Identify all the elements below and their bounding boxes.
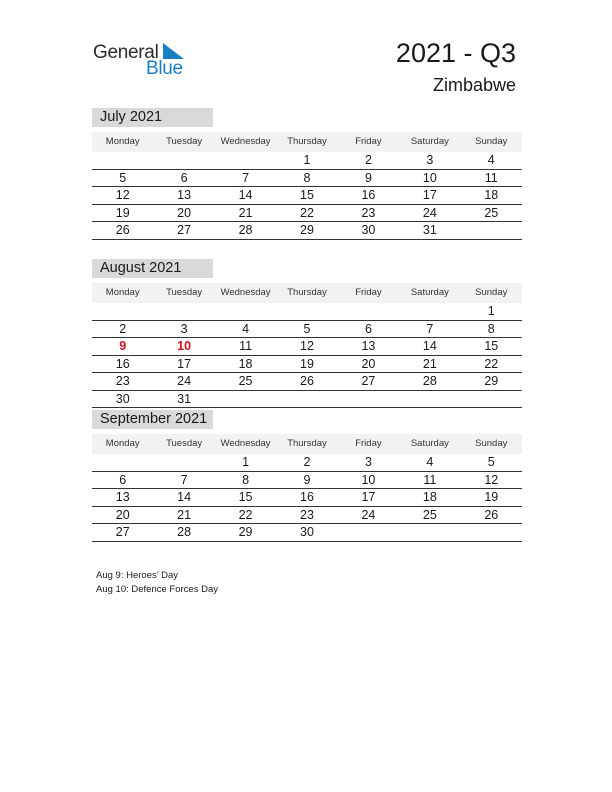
day-cell (461, 391, 522, 408)
day-cell: 5 (119, 170, 127, 185)
page-title: 2021 - Q3 (395, 38, 516, 68)
day-cell: 31 (177, 391, 192, 406)
day-cell (399, 391, 460, 408)
day-cell: 13 (115, 490, 130, 504)
day-cell: 30 (300, 525, 314, 539)
day-cell: 2 (364, 153, 372, 167)
day-cell: 15 (484, 339, 499, 353)
day-cell: 22 (238, 507, 253, 522)
day-cell: 21 (238, 205, 253, 220)
day-cell: 15 (238, 490, 253, 504)
day-cell: 21 (422, 356, 437, 371)
day-cell: 11 (239, 339, 253, 353)
week-row (92, 524, 522, 542)
day-cell: 23 (361, 205, 376, 220)
weekday-header: Friday (338, 132, 399, 152)
day-cell (92, 454, 153, 471)
day-cell: 25 (484, 205, 499, 220)
day-cell: 5 (303, 321, 311, 336)
day-cell: 2 (119, 321, 127, 336)
day-cell: 29 (238, 525, 253, 539)
weekday-header: Wednesday (215, 132, 276, 152)
holiday-note: Aug 9: Heroes’ Day (96, 570, 179, 581)
day-cell: 24 (361, 507, 376, 522)
month-july (92, 108, 522, 240)
weekday-header: Friday (338, 434, 399, 454)
day-cell: 24 (422, 205, 437, 220)
week-row (92, 222, 522, 240)
day-cell: 29 (300, 223, 314, 237)
day-cell: 22 (484, 356, 499, 371)
day-cell: 20 (361, 356, 376, 371)
day-cell: 27 (115, 525, 130, 539)
day-cell (215, 152, 276, 169)
day-cell (338, 524, 399, 541)
day-cell: 7 (426, 321, 434, 336)
holiday-day-cell: 10 (177, 339, 192, 353)
day-cell: 20 (115, 507, 130, 522)
day-cell: 12 (115, 188, 130, 202)
day-cell: 19 (300, 356, 314, 371)
day-cell: 29 (484, 374, 499, 388)
weekday-header: Thursday (276, 132, 337, 152)
weekday-header: Thursday (276, 434, 337, 454)
day-cell: 20 (177, 205, 192, 220)
day-cell (153, 454, 214, 471)
month-label: July 2021 (92, 108, 213, 127)
weekday-header: Tuesday (153, 132, 214, 152)
month-label: August 2021 (92, 259, 213, 278)
day-cell: 26 (300, 374, 314, 388)
holiday-note: Aug 10: Defence Forces Day (96, 583, 218, 595)
weekday-header: Monday (92, 283, 153, 303)
day-cell: 25 (422, 507, 437, 522)
day-cell: 26 (115, 223, 130, 237)
day-cell: 14 (238, 188, 253, 202)
day-cell: 23 (300, 507, 314, 522)
day-cell: 25 (238, 374, 253, 388)
day-cell (215, 391, 276, 408)
day-cell: 6 (364, 321, 372, 336)
day-cell (399, 303, 460, 320)
week-row (92, 152, 522, 170)
day-cell: 6 (119, 472, 127, 487)
day-cell: 17 (422, 188, 437, 202)
week-row (92, 338, 522, 356)
day-cell: 24 (177, 374, 192, 388)
day-cell: 23 (115, 374, 130, 388)
day-cell: 9 (364, 170, 372, 185)
day-cell: 21 (177, 507, 192, 522)
week-row (92, 170, 522, 188)
day-cell: 11 (484, 170, 498, 185)
day-cell: 4 (242, 321, 250, 336)
day-cell: 15 (300, 188, 314, 202)
day-cell: 13 (177, 188, 192, 202)
day-cell: 19 (115, 205, 130, 220)
weekday-header: Thursday (276, 283, 337, 303)
day-cell: 12 (484, 472, 499, 487)
day-cell: 10 (422, 170, 437, 185)
weekday-header: Sunday (461, 132, 522, 152)
month-label: September 2021 (92, 410, 213, 429)
day-cell: 7 (180, 472, 188, 487)
holiday-day-cell: 9 (119, 339, 127, 353)
weekday-header: Wednesday (215, 434, 276, 454)
day-cell: 26 (484, 507, 499, 522)
day-cell: 1 (242, 455, 250, 469)
day-cell: 17 (361, 490, 376, 504)
week-row (92, 205, 522, 223)
day-cell: 8 (242, 472, 250, 487)
day-cell: 17 (177, 356, 192, 371)
day-cell: 14 (177, 490, 192, 504)
weekday-header: Saturday (399, 283, 460, 303)
weekday-header: Saturday (399, 132, 460, 152)
day-cell: 11 (423, 472, 437, 487)
day-cell: 30 (361, 223, 376, 237)
weekday-header: Tuesday (153, 283, 214, 303)
day-cell (399, 524, 460, 541)
weekday-header: Tuesday (153, 434, 214, 454)
day-cell: 6 (180, 170, 188, 185)
day-cell: 28 (422, 374, 437, 388)
month-september (92, 410, 522, 542)
day-cell: 10 (361, 472, 376, 487)
weekday-header: Saturday (399, 434, 460, 454)
day-cell: 28 (238, 223, 253, 237)
week-row (92, 356, 522, 374)
week-row (92, 187, 522, 205)
weekday-header: Monday (92, 434, 153, 454)
day-cell: 9 (303, 472, 311, 487)
weekday-header: Friday (338, 283, 399, 303)
day-cell: 16 (300, 490, 314, 504)
day-cell: 16 (361, 188, 376, 202)
day-cell: 16 (115, 356, 130, 371)
week-row (92, 454, 522, 472)
week-row (92, 391, 522, 409)
day-cell: 4 (487, 153, 495, 167)
week-row (92, 489, 522, 507)
week-row (92, 373, 522, 391)
day-cell: 31 (422, 223, 437, 237)
day-cell: 3 (180, 321, 188, 336)
weekday-header: Sunday (461, 434, 522, 454)
day-cell (276, 303, 337, 320)
day-cell: 18 (238, 356, 253, 371)
weekday-header: Sunday (461, 283, 522, 303)
day-cell: 8 (487, 321, 495, 336)
country-name: Zimbabwe (432, 75, 516, 95)
day-cell: 4 (426, 455, 434, 469)
day-cell: 1 (487, 304, 495, 318)
day-cell (92, 303, 153, 320)
week-row (92, 303, 522, 321)
day-cell: 13 (361, 339, 376, 353)
day-cell: 8 (303, 170, 311, 185)
day-cell (338, 391, 399, 408)
day-cell: 28 (177, 525, 192, 539)
day-cell: 19 (484, 490, 499, 504)
day-cell: 2 (303, 455, 311, 469)
day-cell (153, 152, 214, 169)
logo (93, 40, 203, 80)
week-row (92, 472, 522, 490)
day-cell (153, 303, 214, 320)
week-row (92, 321, 522, 339)
day-cell: 5 (487, 455, 495, 469)
day-cell (461, 222, 522, 239)
day-cell (92, 152, 153, 169)
logo-blue-text: Blue (146, 58, 183, 79)
day-cell (215, 303, 276, 320)
day-cell: 18 (422, 490, 437, 504)
weekday-header: Monday (92, 132, 153, 152)
holiday-notes (96, 569, 218, 596)
day-cell: 3 (364, 455, 372, 469)
day-cell (461, 524, 522, 541)
logo-general-text: General (93, 42, 159, 63)
day-cell (338, 303, 399, 320)
day-cell (276, 391, 337, 408)
day-cell: 7 (242, 170, 250, 185)
day-cell: 1 (303, 153, 311, 167)
weekday-header: Wednesday (215, 283, 276, 303)
day-cell: 27 (177, 223, 192, 237)
day-cell: 22 (300, 205, 314, 220)
day-cell: 27 (361, 374, 376, 388)
day-cell: 18 (484, 188, 499, 202)
day-cell: 3 (426, 153, 434, 167)
day-cell: 12 (300, 339, 314, 353)
week-row (92, 507, 522, 525)
month-august (92, 259, 522, 408)
day-cell: 14 (422, 339, 437, 353)
day-cell: 30 (115, 391, 130, 406)
